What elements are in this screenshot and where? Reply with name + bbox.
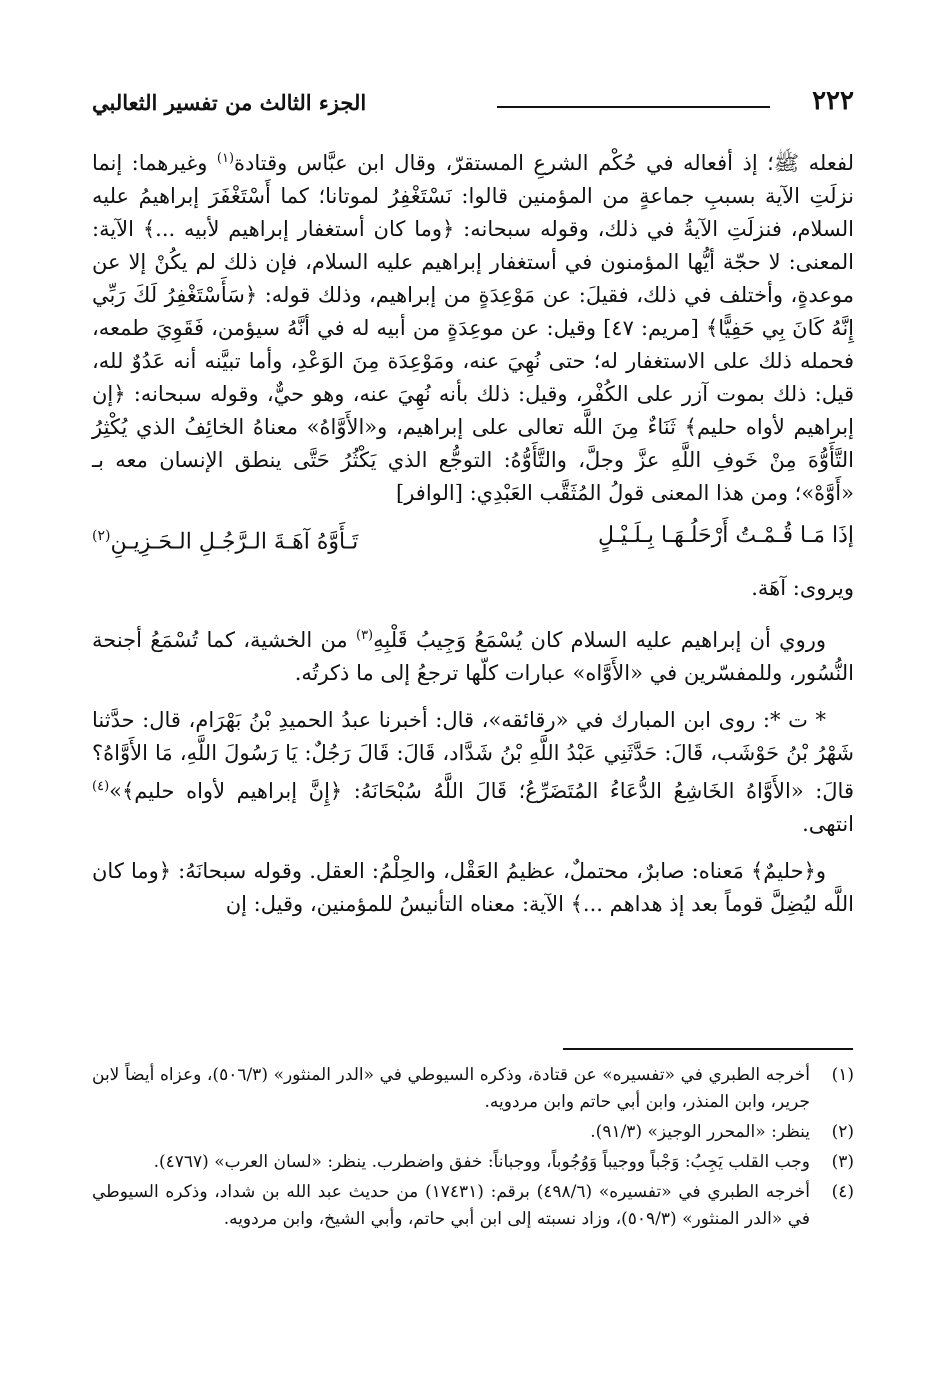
footnote <box>92 1119 854 1146</box>
footnotes <box>92 1062 854 1236</box>
verse-first-hemistich: إذَا مَـا قُـمْـتُ أَرْحَلُـهَـا بِـلَـيْـلٍ <box>597 523 854 548</box>
verse-second-hemistich: تَـأَوَّهُ آهَـةَ الـرَّجُـلِ الـحَـزِيـنِ$^{(٢)}$ <box>92 528 359 555</box>
footnote-ref-2: (٢) <box>92 528 111 544</box>
running-title: الجزء الثالث من تفسير الثعالبي <box>92 90 367 115</box>
footnote-separator <box>563 1048 853 1050</box>
footnote-text: وجب القلب يَجِبُ: وَجْباً ووجيباً وَوُجُوباً، ووجباناً: خفق واضطرب. ينظر: «لسان العرب» (٤٧٦٧). <box>153 1152 810 1172</box>
footnote-number: (١) <box>831 1065 854 1085</box>
footnote-number: (٤) <box>831 1182 854 1202</box>
paragraph-2: ويروى: آهَة. <box>751 576 854 601</box>
footnote-ref-3: (٣) <box>355 628 374 644</box>
footnote-text: ينظر: «المحرر الوجيز» (٩١/٣). <box>590 1122 810 1142</box>
poetry-verse <box>92 510 854 572</box>
page-number: ٢٢٢ <box>812 86 854 116</box>
main-text <box>92 142 854 921</box>
footnote <box>92 1179 854 1233</box>
header-rule <box>497 106 770 108</box>
footnote-ref-1: (١) <box>216 151 235 166</box>
footnote-text: أخرجه الطبري في «تفسيره» عن قتادة، وذكره السيوطي في «الدر المنثور» (٥٠٦/٣)، وعزاه أيضاً لابن جرير، وابن المنذر، وابن أبي حاتم وابن مردويه. <box>92 1065 810 1112</box>
footnote <box>92 1149 854 1176</box>
paragraph-3: وروي أن إبراهيم عليه السلام كان يُسْمَعُ وَجِيبُ قَلْبِهِ$^{(٣)}$ من الخشية، كما تُسْمَعُ أجنحة النُّسُور، وللمفسّرين في «الأَوَّاه» عبارات كلّها ترجعُ إلى ما ذكرتُه. <box>92 628 854 686</box>
paragraph-4: * ت *: روى ابن المبارك في «رقائقه»، قال: أخبرنا عبدُ الحميدِ بْنُ بَهْرَام، قال: حدَّثنا شَهْرُ بْنُ حَوْشَب، قَالَ: حَدَّثَنِي عَبْدُ اللَّهِ بْنُ شَدَّاد، قَالَ: قَالَ رَجُلٌ: يَا رَسُولَ اللَّهِ، مَا الأَوَّاهُ؟ قالَ: «الأَوَّاهُ الخَاشِعُ الدُّعَاءُ المُتَضَرِّعُ؛ قَالَ اللَّهُ سُبْحَانَهُ: ﴿إِنَّ إبراهيم لأواه حليم﴾»$^{(٤)}$ انتهى. <box>92 708 854 837</box>
paragraph-5: و﴿حليمٌ﴾ مَعناه: صابرٌ، محتملٌ، عظيمُ العَقْل، والحِلْمُ: العقل. وقوله سبحانَهُ: ﴿وما كان اللَّه ليُضِلَّ قوماً بعد إذ هداهم ...﴾ الآية: معناه التأنيسُ للمؤمنين، وقيل: إن <box>92 859 854 917</box>
footnote-number: (٢) <box>831 1122 854 1142</box>
paragraph-1: لفعله ﷺ؛ إذ أفعاله في حُكْم الشرعِ المستقرّ، وقال ابن عبَّاس وقتادة$^{(١)}$ وغيرهما: إنما نزلَتِ الآية بسببِ جماعةٍ من المؤمنين قالوا: نَسْتَغْفِرُ لموتانا؛ كما أَسْتَغْفَرَ إبراهيمُ عليه السلام، فنزلَتِ الآيةُ في ذلك، وقوله سبحانه: ﴿وما كان أستغفار إبراهيم لأبيه ...﴾ الآية: المعنى: لا حجّة أيُّها المؤمنون في أستغفار إبراهيم عليه السلام، فإن ذلك لم يكُنْ إلا عن موعدةٍ، وأختلف في ذلك، فقيلَ: عن مَوْعِدَةٍ من إبراهيم، وذلك قوله: ﴿سَأَسْتَغْفِرُ لَكَ رَبِّي إِنَّهُ كَانَ بِي حَفِيًّا﴾ [مريم: ٤٧] وقيل: عن موعِدَةٍ من أبيه له في أنَّهُ سيؤمن، فَقَوِيَ طمعه، فحمله ذلك على الاستغفار له؛ حتى نُهِيَ عنه، ومَوْعِدَة مِنَ الوَعْدِ، وأما تبيَّنه أنه عَدُوٌ لله، قيل: ذلك بموت آزر على الكُفْر، وقيل: ذلك بأنه نُهِيَ عنه، وهو حيٌّ، وقوله سبحانه: ﴿إن إبراهيم لأواه حليم﴾ ثَنَاءٌ مِنَ اللَّه تعالى على إبراهيم، و«الأَوَّاهُ» معناهُ الخائِفُ الذي يُكْثِرُ التَّأَوُّهَ مِنْ خَوفِ اللَّهِ عزَّ وجلَّ، والتَّأَوُّهُ: التوجُّع الذي يَكْثُرُ حَتَّى ينطق الإنسان معه بـ «أَوَّهْ»؛ ومن هذا المعنى قولُ المُثَقَّب العَبْدِي: [الوافر] <box>92 151 854 505</box>
footnote-ref-4: (٤) <box>92 779 110 795</box>
footnote-text: أخرجه الطبري في «تفسيره» (٤٩٨/٦) برقم: (١٧٤٣١) من حديث عبد الله بن شداد، وذكره السيوطي في «الدر المنثور» (٥٠٩/٣)، وزاد نسبته إلى ابن أبي حاتم، وأبي الشيخ، وابن مردويه. <box>92 1182 810 1229</box>
page-header <box>92 86 854 126</box>
footnote <box>92 1062 854 1116</box>
footnote-number: (٣) <box>831 1152 854 1172</box>
